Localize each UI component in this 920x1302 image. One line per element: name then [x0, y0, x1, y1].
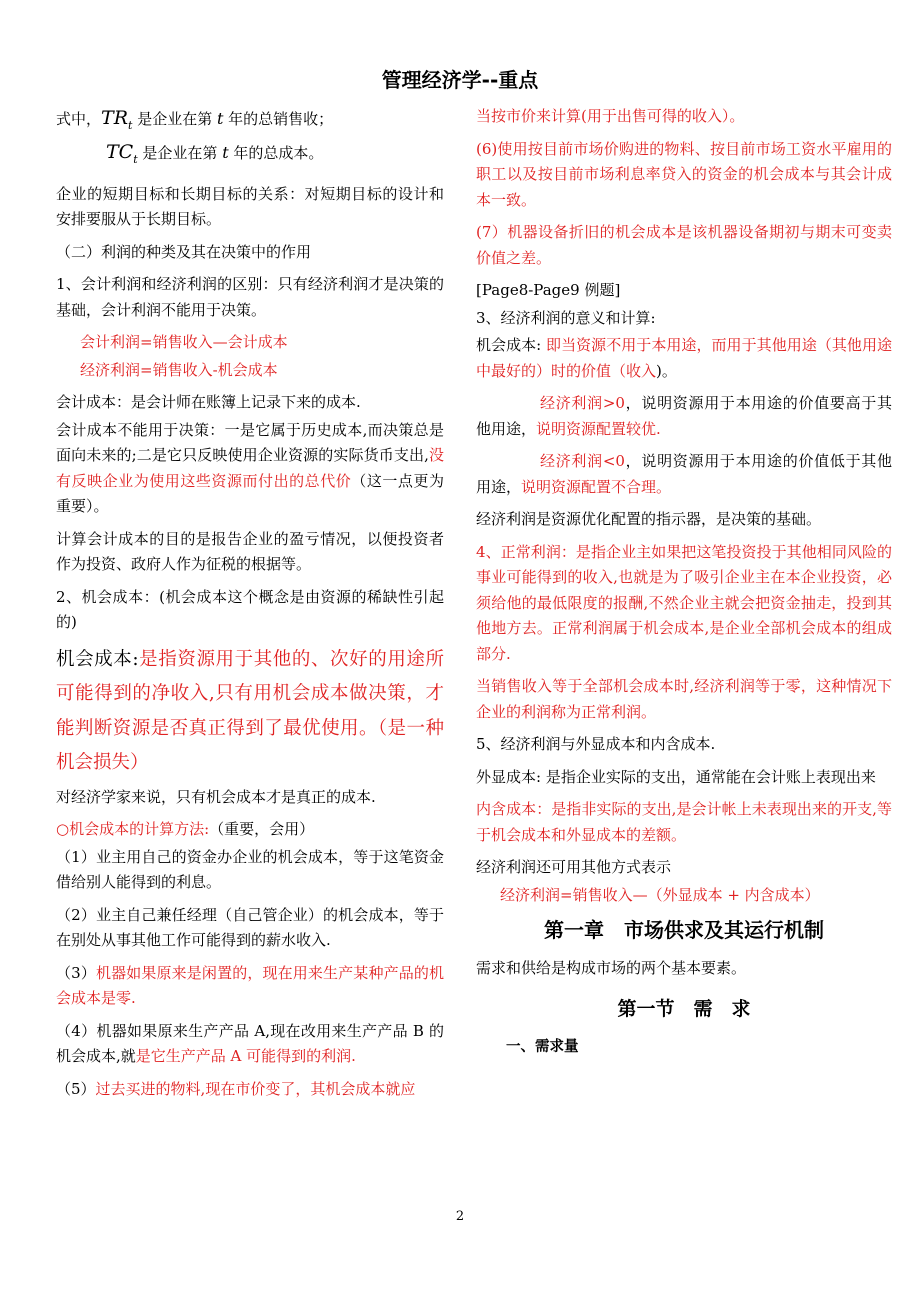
definition-opportunity-cost-2: 机会成本: 即当资源不用于本用途，而用于其他用途（其他用途中最好的）时的价值（收入)。 — [476, 336, 892, 380]
paragraph-indicator: 经济利润是资源优化配置的指示器，是决策的基础。 — [476, 510, 822, 528]
page-number: 2 — [455, 1209, 465, 1224]
paragraph-profit-difference: 1、会计利润和经济利润的区别：只有经济利润才是决策的基础，会计利润不能用于决策。 — [56, 275, 444, 319]
chapter-heading: 第一章 市场供求及其运行机制 — [544, 918, 824, 942]
item-4: （4）机器如果原来生产产品 A,现在改用来生产产品 B 的机会成本,就是它生产产品 A 可能得到的利润. — [56, 1021, 444, 1066]
profit-negative: 经济利润<0，说明资源用于本用途的价值低于其他用途，说明资源配置不合理。 — [476, 452, 892, 496]
heading-calc-method: ○机会成本的计算方法:（重要，会用） — [56, 820, 315, 839]
item-3: （3）机器如果原来是闲置的，现在用来生产某种产品的机会成本是零. — [56, 963, 444, 1008]
definition-implicit-cost: 内含成本：是指非实际的支出,是会计帐上未表现出来的开支,等于机会成本和外显成本的差额。 — [476, 800, 892, 844]
definition-explicit-cost: 外显成本: 是指企业实际的支出，通常能在会计账上表现出来 — [476, 767, 876, 786]
formula-accounting-profit: 会计利润=销售收入—会计成本 — [80, 333, 288, 352]
heading-profit-types: （二）利润的种类及其在决策中的作用 — [56, 242, 312, 261]
item-5-continued: 当按市价来计算(用于出售可得的收入）。 — [476, 107, 745, 125]
formula-economic-profit: 经济利润=销售收入-机会成本 — [80, 360, 278, 379]
left-column — [56, 106, 444, 1109]
formula-line-tc: $TC_t$ 是企业在第 t 年的总成本。 — [106, 141, 324, 167]
item-5: （5）过去买进的物料,现在市价变了，其机会成本就应 — [56, 1079, 416, 1098]
paragraph-other-forms: 经济利润还可用其他方式表示 — [476, 858, 672, 876]
item-6: (6)使用按目前市场价购进的物料、按目前市场工资水平雇用的职工以及按目前市场利息率贷入的资金的机会成本与其会计成本一致。 — [476, 139, 892, 209]
paragraph-goals: 企业的短期目标和长期目标的关系：对短期目标的设计和安排要服从于长期目标。 — [56, 184, 444, 229]
definition-opportunity-cost: 机会成本:是指资源用于其他的、次好的用途所可能得到的净收入,只有用机会成本做决策，才能判断资源是否真正得到了最优使用。（是一种机会损失） — [56, 648, 444, 774]
heading-explicit-implicit: 5、经济利润与外显成本和内含成本. — [476, 735, 716, 753]
tr-symbol: $TR_t$ — [101, 107, 133, 132]
document-title: 管理经济学--重点 — [381, 68, 539, 92]
profit-positive: 经济利润>0，说明资源用于本用途的价值要高于其他用途，说明资源配置较优. — [476, 394, 892, 438]
paragraph-accounting-cost-limits: 会计成本不能用于决策：一是它属于历史成本,而决策总是面向未来的;二是它只反映使用企业资源的实际货币支出,没有反映企业为使用这些资源而付出的总代价（这一点更为重要）。 — [56, 420, 444, 516]
formula-line-tr: 式中，$TR_t$ 是企业在第 t 年的总销售收； — [56, 107, 334, 132]
tc-symbol: $TC_t$ — [106, 141, 138, 167]
item-7: (7）机器设备折旧的机会成本是该机器设备期初与期末可变卖价值之差。 — [476, 223, 892, 267]
definition-normal-profit: 4、正常利润：是指企业主如果把这笔投资投于其他相同风险的事业可能得到的收入,也就是为了吸引企业主在本企业投资，必须给他的最低限度的报酬,不然企业主就会把资金抽走，投到其他地方去。正常利润属于机会成本,是企业全部机会成本的组成部分. — [476, 542, 892, 663]
subsection-heading: 一、需求量 — [506, 1038, 579, 1055]
heading-opportunity-cost: 2、机会成本：(机会成本这个概念是由资源的稀缺性引起的) — [56, 587, 444, 632]
section-heading: 第一节 需 求 — [617, 997, 751, 1020]
item-1: （1）业主用自己的资金办企业的机会成本，等于这笔资金借给别人能得到的利息。 — [56, 847, 444, 892]
paragraph-supply-demand: 需求和供给是构成市场的两个基本要素。 — [476, 959, 747, 977]
paragraph-normal-profit-condition: 当销售收入等于全部机会成本时,经济利润等于零，这种情况下企业的利润称为正常利润。 — [476, 677, 892, 721]
paragraph-accounting-cost: 会计成本：是会计师在账簿上记录下来的成本. — [56, 393, 361, 412]
item-2: （2）业主自己兼任经理（自己管企业）的机会成本，等于在别处从事其他工作可能得到的薪水收入. — [56, 905, 444, 950]
right-column — [476, 104, 892, 1058]
formula-economic-profit-2: 经济利润=销售收入—（外显成本 + 内含成本） — [500, 885, 820, 904]
heading-economic-profit: 3、经济利润的意义和计算: — [476, 308, 656, 327]
paragraph-accounting-cost-purpose: 计算会计成本的目的是报告企业的盈亏情况，以便投资者作为投资、政府人作为征税的根据等。 — [56, 529, 444, 574]
page-reference: [Page8-Page9 例题] — [476, 281, 621, 299]
paragraph-true-cost: 对经济学家来说，只有机会成本才是真正的成本. — [56, 787, 376, 806]
